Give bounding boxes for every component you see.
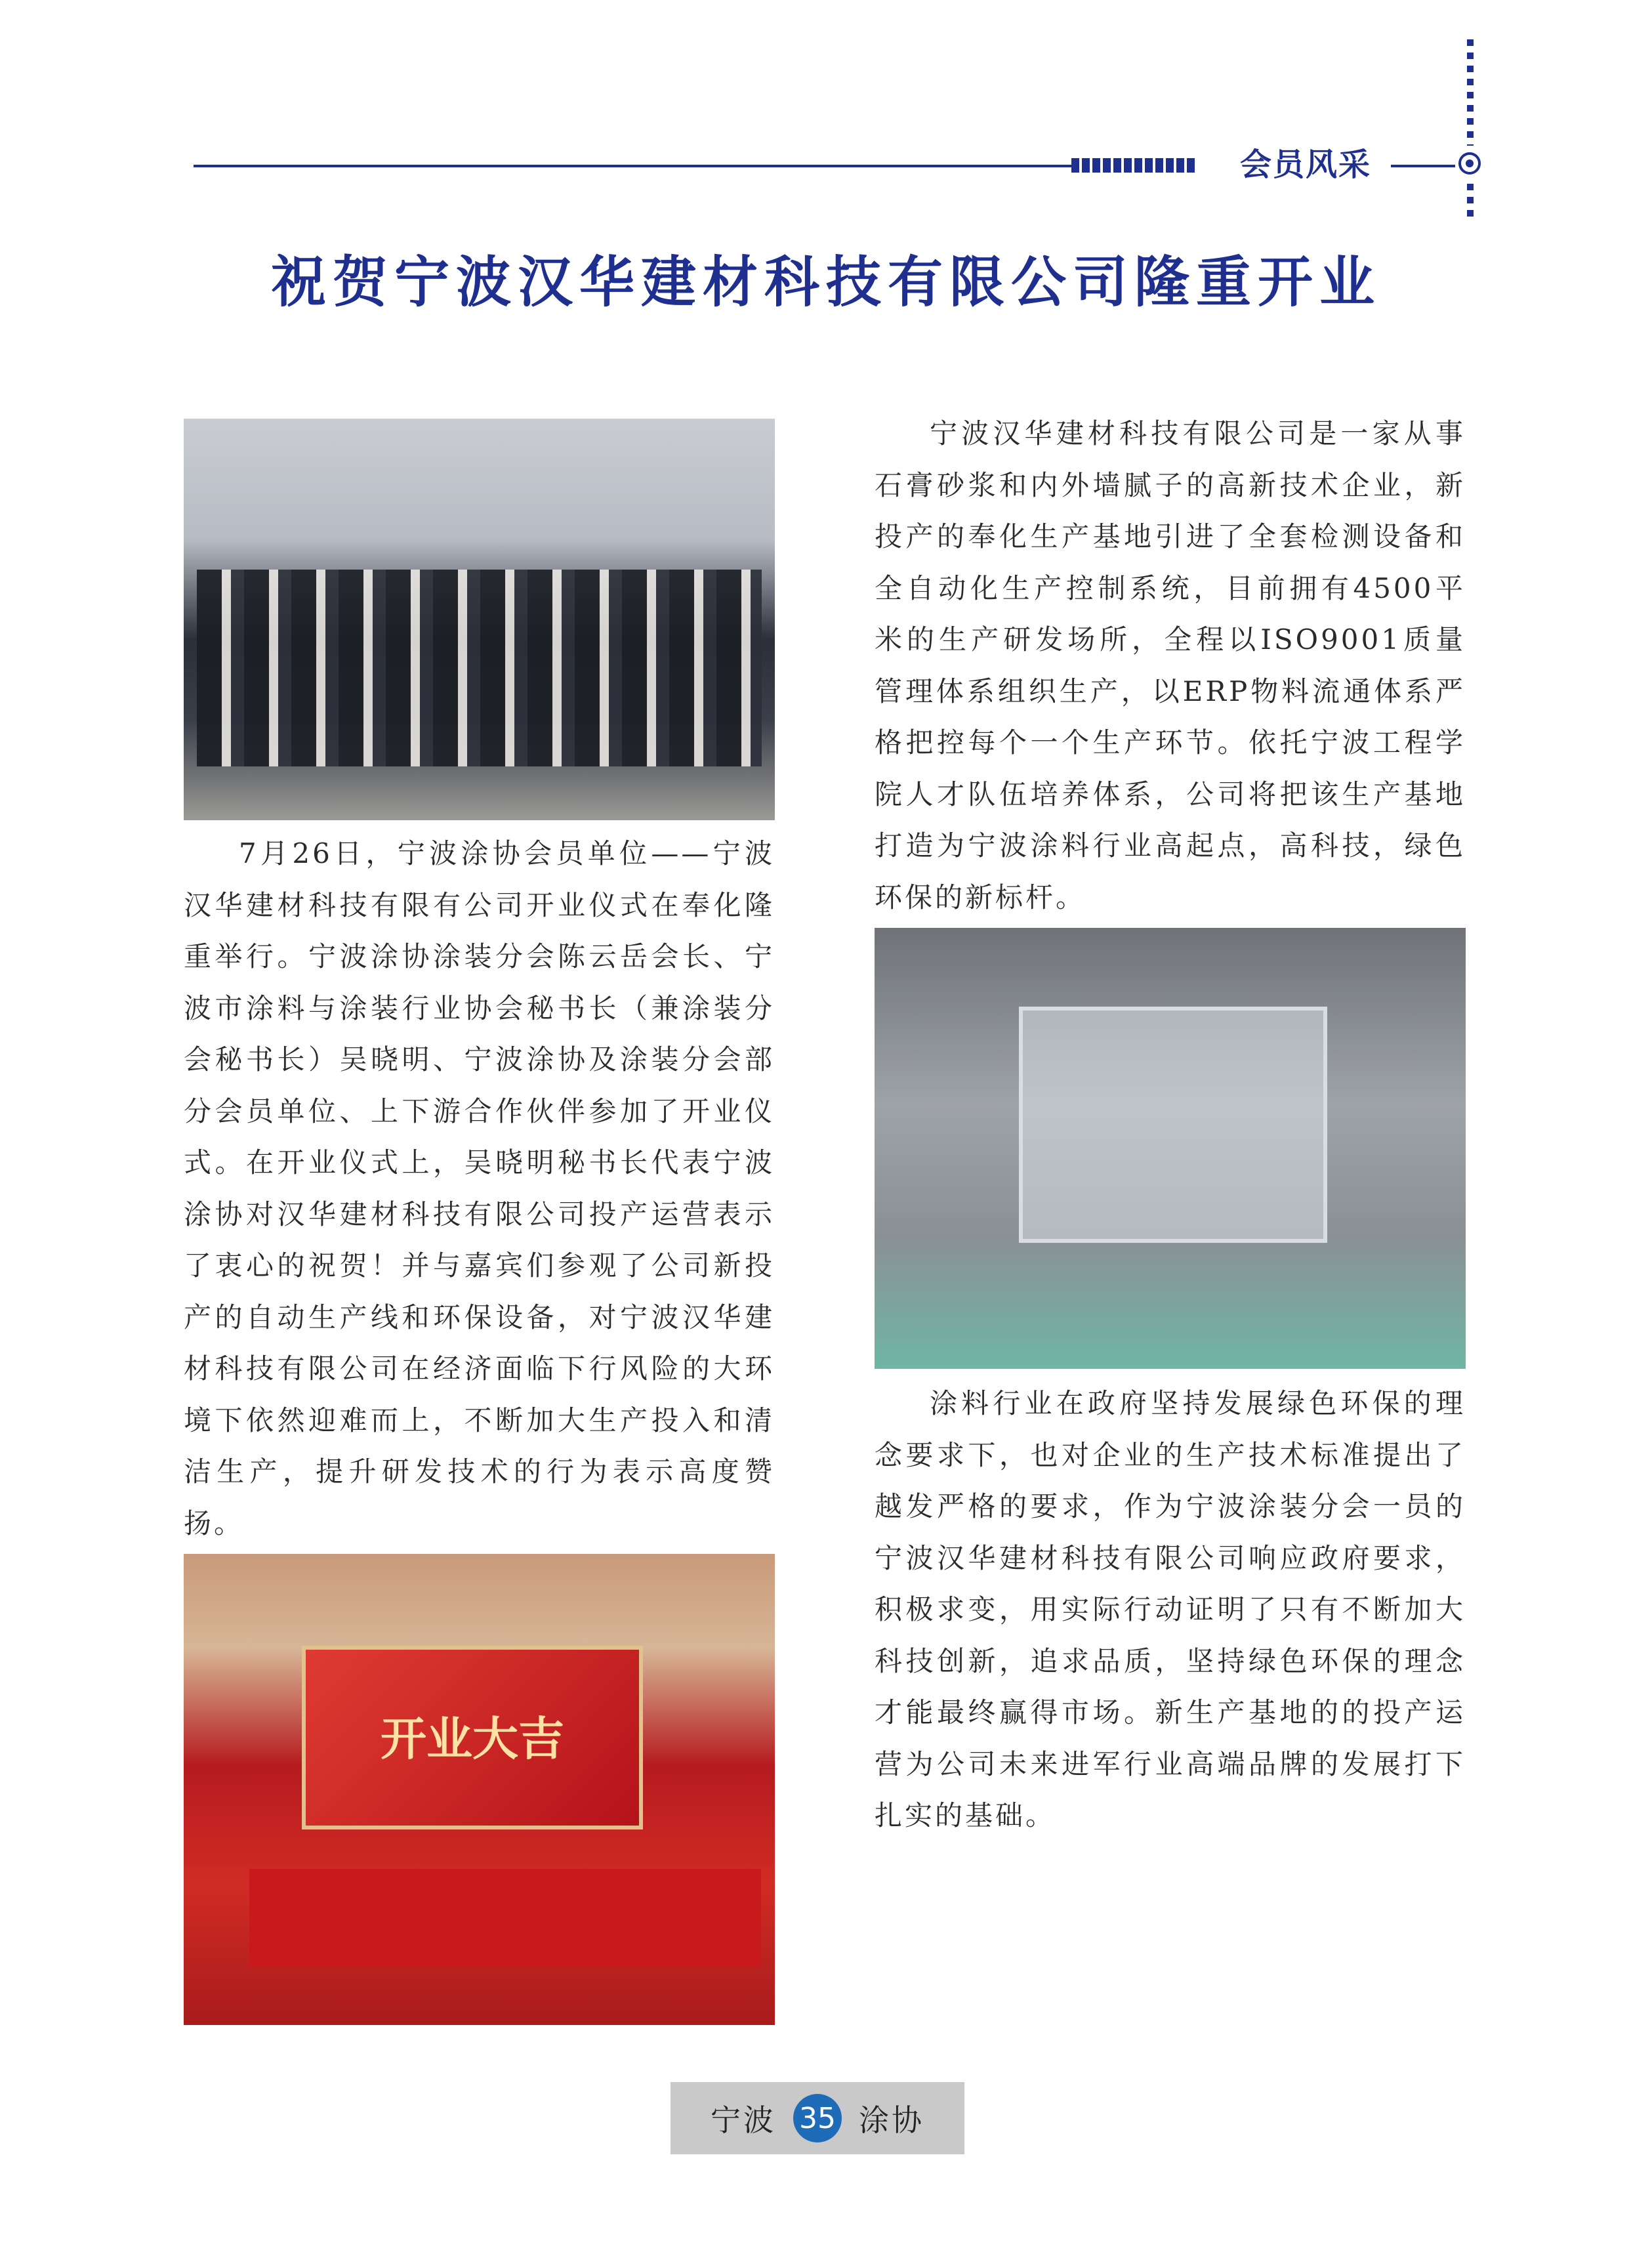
article-title: 祝贺宁波汉华建材科技有限公司隆重开业	[270, 250, 1381, 314]
header-rule	[194, 165, 1073, 167]
opening-ceremony-photo	[184, 1554, 775, 2025]
group-of-people-image	[197, 570, 762, 766]
vertical-dotted-rule	[1467, 39, 1474, 223]
footer-left-text: 宁波	[711, 2102, 776, 2138]
page-footer	[671, 2082, 964, 2154]
company-intro-paragraph: 宁波汉华建材科技有限公司是一家从事石膏砂浆和内外墙腻子的高新技术企业，新投产的奉化生产基地引进了全套检测设备和全自动化生产控制系统，目前拥有4500平米的生产研发场所，全程以ISO9001质量管理体系组织生产，以ERP物料流通体系严格把控每个一个生产环节。依托宁波工程学院人才队伍培养体系，公司将把该生产基地打造为宁波涂料行业高起点，高科技，绿色环保的新标杆。	[875, 417, 1466, 913]
event-paragraph: 7月26日，宁波涂协会员单位——宁波汉华建材科技有限有公司开业仪式在奉化隆重举行。宁波涂协涂装分会陈云岳会长、宁波市涂料与涂装行业协会秘书长（兼涂装分会秘书长）吴晓明、宁波涂协及涂装分会部分会员单位、上下游合作伙伴参加了开业仪式。在开业仪式上，吴晓明秘书长代表宁波涂协对汉华建材科技有限公司投产运营表示了衷心的祝贺！并与嘉宾们参观了公司新投产的自动生产线和环保设备，对宁波汉华建材科技有限公司在经济面临下行风险的大环境下依然迎难而上，不断加大生产投入和清洁生产，提升研发技术的行为表示高度赞扬。	[184, 837, 775, 1539]
group-photo	[184, 419, 775, 820]
header-rule-tail	[1391, 165, 1455, 167]
footer-right-text: 涂协	[859, 2102, 924, 2138]
stage	[249, 1869, 761, 1967]
target-icon	[1458, 152, 1481, 175]
section-label: 会员风采	[1240, 146, 1372, 183]
production-equipment-image	[1019, 1007, 1327, 1243]
industry-paragraph: 涂料行业在政府坚持发展绿色环保的理念要求下，也对企业的生产技术标准提出了越发严格的要求，作为宁波涂装分会一员的宁波汉华建材科技有限公司响应政府要求，积极求变，用实际行动证明了只有不断加大科技创新，追求品质，坚持绿色环保的理念才能最终赢得市场。新生产基地的的投产运营为公司未来进军行业高端品牌的发展打下扎实的基础。	[875, 1387, 1466, 1831]
ceremony-screen-text: 开业大吉	[381, 1711, 564, 1766]
equipment-tour-photo	[875, 928, 1466, 1369]
header-dash-bar	[1071, 158, 1196, 173]
page-number: 35	[793, 2094, 842, 2142]
ceremony-screen	[302, 1646, 643, 1829]
